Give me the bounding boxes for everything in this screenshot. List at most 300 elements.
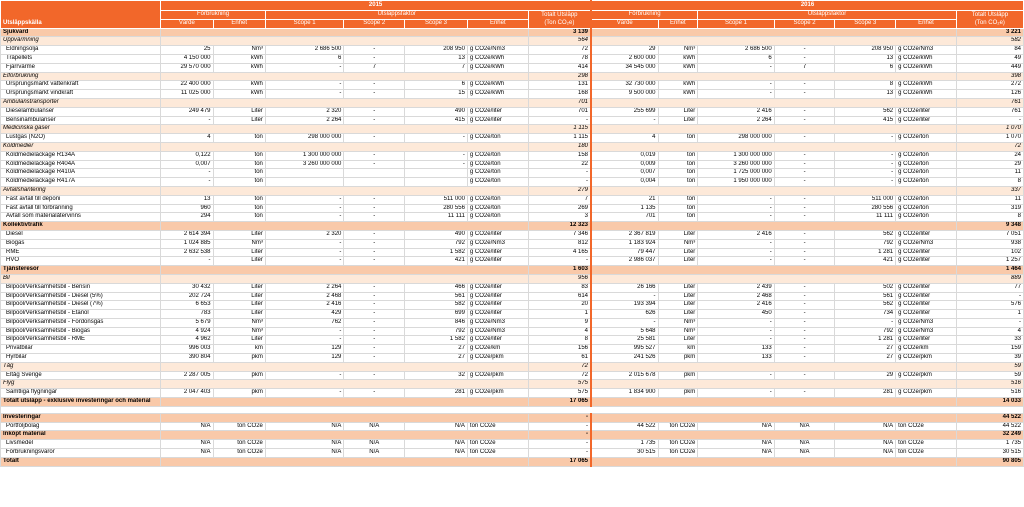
total-2015: 7	[528, 195, 591, 204]
total-row	[1, 457, 1024, 466]
filler-cell	[161, 98, 528, 107]
scope2-2015: -	[344, 230, 405, 239]
scope2-2015: -	[344, 371, 405, 380]
source-name: Bilpool/Verksamhetsbil - RME	[1, 336, 161, 345]
scope1-2016: N/A	[698, 449, 774, 458]
table-row	[1, 63, 1024, 72]
scope1-2015: 298 000 000	[265, 134, 344, 143]
total-2015: 72	[528, 371, 591, 380]
factor-unit-2016: g CO2e/Nm3	[896, 318, 957, 327]
total-2015: 78	[528, 54, 591, 63]
source-name: Träpellets	[1, 54, 161, 63]
value-2016: 26 166	[591, 283, 658, 292]
scope1-2015: 2 468	[265, 292, 344, 301]
scope1-2015	[265, 178, 344, 187]
scope2-2016: -	[774, 134, 835, 143]
factor-enhet-header: Enhet	[467, 19, 528, 28]
unit-2015: ton	[213, 204, 265, 213]
scope3-2016: 13	[835, 54, 896, 63]
filler-cell	[161, 398, 528, 407]
factor-unit-2016: g CO2e/ton	[896, 169, 957, 178]
value-2015: 30 432	[161, 283, 213, 292]
scope3-2015: N/A	[405, 449, 468, 458]
source-name: Uppvärmning	[1, 37, 161, 46]
total-2015: 168	[528, 90, 591, 99]
total-2015: 9	[528, 318, 591, 327]
value-2015: 4 924	[161, 327, 213, 336]
unit-2015: Nm³	[213, 327, 265, 336]
scope1-2016: 2 264	[698, 116, 774, 125]
factor-unit-2015: g CO2e/liter	[467, 257, 528, 266]
source-name: Tjänsteresor	[1, 266, 161, 275]
unit-2016: Liter	[658, 292, 698, 301]
scope3-2016: 562	[835, 230, 896, 239]
unit-2015: ton	[213, 151, 265, 160]
factor-unit-2015: g CO2e/liter	[467, 230, 528, 239]
value-2015: 22 400 000	[161, 81, 213, 90]
scope2-2016: -	[774, 230, 835, 239]
scope2-2016: -	[774, 239, 835, 248]
scope3-2015: 699	[405, 310, 468, 319]
scope3-2015: 582	[405, 301, 468, 310]
scope3-2015: 1 582	[405, 248, 468, 257]
filler-cell	[591, 186, 956, 195]
scope3-2015: 490	[405, 107, 468, 116]
scope2-2016: -	[774, 116, 835, 125]
scope2-2015: -	[344, 310, 405, 319]
filler-cell	[161, 125, 528, 134]
factor-unit-2015: g CO2e/pkm	[467, 371, 528, 380]
total-2016: 14 033	[956, 398, 1023, 407]
scope1-2015: N/A	[265, 422, 344, 431]
scope2-2015: -	[344, 195, 405, 204]
unit-2015: Liter	[213, 283, 265, 292]
factor-unit-2015: g CO2e/pkm	[467, 389, 528, 398]
total-2015: 158	[528, 151, 591, 160]
total-2016: 449	[956, 63, 1023, 72]
unit-2016: kWh	[658, 90, 698, 99]
table-row	[1, 134, 1024, 143]
value-2016: -	[591, 292, 658, 301]
value-2016: 9 500 000	[591, 90, 658, 99]
filler-cell	[161, 72, 528, 81]
factor-unit-2016: g CO2e/kWh	[896, 54, 957, 63]
total-2015: -	[528, 431, 591, 440]
scope3-2016: 13	[835, 90, 896, 99]
unit-2016: Liter	[658, 336, 698, 345]
scope3-2015: 511 000	[405, 195, 468, 204]
factor-unit-2015: g CO2e/liter	[467, 283, 528, 292]
scope2-2016: N/A	[774, 449, 835, 458]
scope1-2015: -	[265, 63, 344, 72]
scope2-2016: -	[774, 195, 835, 204]
scope2-2016: 7	[774, 63, 835, 72]
total-2015: -	[528, 116, 591, 125]
scope2-2016: -	[774, 310, 835, 319]
scope2-2015: -	[344, 283, 405, 292]
scope1-2015: 2 264	[265, 116, 344, 125]
factor-unit-2015: g CO2e/km	[467, 345, 528, 354]
value-2016: 5 648	[591, 327, 658, 336]
scope2-2015: -	[344, 345, 405, 354]
table-row	[1, 248, 1024, 257]
scope2-2015: -	[344, 213, 405, 222]
factor-unit-2016: g CO2e/ton	[896, 160, 957, 169]
value-2015: 4 962	[161, 336, 213, 345]
total-2015: -	[528, 413, 591, 422]
scope3-2015: 1 582	[405, 336, 468, 345]
scope1-2015: -	[265, 81, 344, 90]
total-2016: 761	[956, 107, 1023, 116]
total-2015: 1 115	[528, 134, 591, 143]
factor-unit-2015: g CO2e/Nm3	[467, 46, 528, 55]
scope3-2016: 1 281	[835, 336, 896, 345]
scope2-2015: 7	[344, 63, 405, 72]
total-2016: 1 070	[956, 134, 1023, 143]
source-name: Lustgas (N2O)	[1, 134, 161, 143]
scope2-header: Scope 2	[344, 19, 405, 28]
filler-cell	[161, 142, 528, 151]
value-2015: 0,007	[161, 160, 213, 169]
total-2015: 156	[528, 345, 591, 354]
enhet-header: Enhet	[658, 19, 698, 28]
total-2016: 761	[956, 98, 1023, 107]
filler-cell	[161, 274, 528, 283]
total-2016: 59	[956, 371, 1023, 380]
scope1-2016: -	[698, 336, 774, 345]
unit-2016: ton	[658, 134, 698, 143]
table-row	[1, 301, 1024, 310]
source-name: Bilpool/Verksamhetsbil - Diesel (7%)	[1, 301, 161, 310]
scope1-2016: -	[698, 389, 774, 398]
scope1-2016: 2 416	[698, 301, 774, 310]
table-header	[1, 1, 1024, 29]
scope1-2015: 3 260 000 000	[265, 160, 344, 169]
value-2015: N/A	[161, 449, 213, 458]
scope3-2015: 792	[405, 239, 468, 248]
scope3-2015: 13	[405, 54, 468, 63]
scope3-2015: 415	[405, 116, 468, 125]
total-2016: 11	[956, 195, 1023, 204]
source-name: Totalt utsläpp - exklusive investeringar och material	[1, 398, 161, 407]
total-2015: 17 065	[528, 457, 591, 466]
unit-2016: km	[658, 345, 698, 354]
total-2015: 414	[528, 63, 591, 72]
source-name: Kollektivtrafik	[1, 222, 161, 231]
scope1-2016: -	[698, 81, 774, 90]
total-2016: 159	[956, 345, 1023, 354]
unit-2015: ton	[213, 195, 265, 204]
unit-2015: Liter	[213, 336, 265, 345]
unit-2015: Nm³	[213, 318, 265, 327]
factor-unit-2016: g CO2e/ton	[896, 195, 957, 204]
scope1-2015: 429	[265, 310, 344, 319]
table-row	[1, 327, 1024, 336]
scope3-header: Scope 3	[405, 19, 468, 28]
filler-cell	[161, 413, 528, 422]
scope3-2016: -	[835, 178, 896, 187]
factor-unit-2015: g CO2e/ton	[467, 204, 528, 213]
total-2015: 1 115	[528, 125, 591, 134]
unit-2016: ton CO2e	[658, 449, 698, 458]
unit-2016: Liter	[658, 107, 698, 116]
scope3-2015: 27	[405, 345, 468, 354]
scope2-2016: -	[774, 327, 835, 336]
factor-unit-2016: g CO2e/liter	[896, 283, 957, 292]
scope1-2015: 2 686 500	[265, 46, 344, 55]
total-2015: 298	[528, 72, 591, 81]
unit-2016: pkm	[658, 354, 698, 363]
scope1-2016: -	[698, 204, 774, 213]
source-name: Dieselambulanser	[1, 107, 161, 116]
total-2016: 1	[956, 310, 1023, 319]
source-name: Portföljbolag	[1, 422, 161, 431]
scope3-2015: 15	[405, 90, 468, 99]
total-2016: 889	[956, 274, 1023, 283]
filler-cell	[591, 398, 956, 407]
total-2016: 516	[956, 389, 1023, 398]
factor-unit-2016: g CO2e/kWh	[896, 63, 957, 72]
scope1-2015: 2 320	[265, 230, 344, 239]
varde-header: Värde	[591, 19, 658, 28]
unit-2016: ton	[658, 195, 698, 204]
factor-unit-2015: ton CO2e	[467, 422, 528, 431]
source-name: Livsmedel	[1, 440, 161, 449]
value-2016: 1 735	[591, 440, 658, 449]
filler-cell	[591, 142, 956, 151]
scope2-2016: -	[774, 151, 835, 160]
value-2016: -	[591, 318, 658, 327]
source-name: Elförbrukning	[1, 72, 161, 81]
total-2016: 1 735	[956, 440, 1023, 449]
factor-unit-2016: g CO2e/ton	[896, 151, 957, 160]
factor-unit-2015: ton CO2e	[467, 440, 528, 449]
total-2016: 516	[956, 380, 1023, 389]
factor-unit-2016: g CO2e/liter	[896, 336, 957, 345]
scope1-2016: N/A	[698, 440, 774, 449]
value-2015: 13	[161, 195, 213, 204]
unit-2016: ton	[658, 204, 698, 213]
total-2016: 72	[956, 142, 1023, 151]
scope3-2016: -	[835, 169, 896, 178]
unit-2015: Liter	[213, 107, 265, 116]
unit-2016: Liter	[658, 230, 698, 239]
scope2-2016: -	[774, 54, 835, 63]
total-2015: 956	[528, 274, 591, 283]
scope1-2015: 1 300 000 000	[265, 151, 344, 160]
scope1-2015: -	[265, 248, 344, 257]
unit-2016: pkm	[658, 389, 698, 398]
scope1-2015: -	[265, 204, 344, 213]
scope3-2016: 792	[835, 239, 896, 248]
value-2015: 960	[161, 204, 213, 213]
scope2-2016: -	[774, 169, 835, 178]
source-name: Köldmedier	[1, 142, 161, 151]
unit-2016: Nm³	[658, 46, 698, 55]
scope3-2016: 27	[835, 345, 896, 354]
unit-2015: ton	[213, 213, 265, 222]
scope3-2016: -	[835, 160, 896, 169]
source-name: RME	[1, 248, 161, 257]
scope1-2016: 1 300 000 000	[698, 151, 774, 160]
value-2015: N/A	[161, 422, 213, 431]
factor-unit-2016: g CO2e/liter	[896, 310, 957, 319]
table-row	[1, 195, 1024, 204]
factor-unit-2015: g CO2e/kWh	[467, 90, 528, 99]
factor-unit-2016: g CO2e/Nm3	[896, 46, 957, 55]
table-body	[1, 28, 1024, 466]
value-2016: 44 522	[591, 422, 658, 431]
value-2015: 783	[161, 310, 213, 319]
total-2016: 33	[956, 336, 1023, 345]
total-2016: 1 070	[956, 125, 1023, 134]
filler-cell	[161, 186, 528, 195]
scope3-2015: -	[405, 151, 468, 160]
total-2016: 398	[956, 72, 1023, 81]
scope1-2016: 133	[698, 345, 774, 354]
scope3-2015	[405, 169, 468, 178]
scope2-2016: -	[774, 204, 835, 213]
scope2-2015: -	[344, 160, 405, 169]
unit-2016: ton	[658, 169, 698, 178]
total-2015: 701	[528, 98, 591, 107]
source-name: Fjärrvärme	[1, 63, 161, 72]
utslappsfaktor-header-2016: Utsläppsfaktor	[698, 11, 957, 20]
sub-row	[1, 186, 1024, 195]
total-2015: 3	[528, 213, 591, 222]
value-2015: -	[161, 257, 213, 266]
value-2016: 4	[591, 134, 658, 143]
sub-row	[1, 362, 1024, 371]
source-name: Samtliga flygningar	[1, 389, 161, 398]
source-name: Bil	[1, 274, 161, 283]
factor-unit-2016: g CO2e/km	[896, 345, 957, 354]
scope3-2016: 502	[835, 283, 896, 292]
scope1-2016: 2 416	[698, 107, 774, 116]
scope3-2016: -	[835, 151, 896, 160]
total-2015: -	[528, 440, 591, 449]
source-name: Bilpool/Verksamhetsbil - Diesel (5%)	[1, 292, 161, 301]
scope3-2015: 32	[405, 371, 468, 380]
factor-unit-2015: g CO2e/ton	[467, 160, 528, 169]
total-2016: 582	[956, 37, 1023, 46]
value-2015: -	[161, 169, 213, 178]
scope3-2016: 8	[835, 81, 896, 90]
total-2015: -	[528, 178, 591, 187]
scope3-2015: 281	[405, 389, 468, 398]
source-name: Eldningsolja	[1, 46, 161, 55]
scope3-2015: 421	[405, 257, 468, 266]
unit-2016: ton	[658, 151, 698, 160]
scope2-2016: -	[774, 257, 835, 266]
total-2015: 72	[528, 362, 591, 371]
source-name: Avfallshantering	[1, 186, 161, 195]
scope1-2016: 450	[698, 310, 774, 319]
scope3-2016: 6	[835, 63, 896, 72]
scope3-2016: 280 556	[835, 204, 896, 213]
value-2015: 1 024 885	[161, 239, 213, 248]
scope2-2015: -	[344, 90, 405, 99]
scope2-2015: N/A	[344, 449, 405, 458]
value-2015: 0,122	[161, 151, 213, 160]
total-2015: 4	[528, 327, 591, 336]
table-row	[1, 440, 1024, 449]
unit-2016: ton CO2e	[658, 440, 698, 449]
source-name: Fast avfall till deponi	[1, 195, 161, 204]
table-row	[1, 204, 1024, 213]
total-2016: 3 221	[956, 28, 1023, 37]
total-2016: 4	[956, 327, 1023, 336]
unit-2015: ton CO2e	[213, 422, 265, 431]
total-2016: 319	[956, 204, 1023, 213]
unit-2015: km	[213, 345, 265, 354]
scope1-2015: 2 264	[265, 283, 344, 292]
value-2016: 2 367 819	[591, 230, 658, 239]
table-row	[1, 318, 1024, 327]
scope2-2016: -	[774, 318, 835, 327]
value-2016: 79 447	[591, 248, 658, 257]
filler-cell	[591, 125, 956, 134]
source-name: Bilpool/Verksamhetsbil - Etanol	[1, 310, 161, 319]
scope1-2015: -	[265, 336, 344, 345]
scope3-2016: 281	[835, 389, 896, 398]
total-2016: 8	[956, 213, 1023, 222]
scope2-2016: -	[774, 107, 835, 116]
source-name: Hyrbilar	[1, 354, 161, 363]
factor-unit-2016: g CO2e/liter	[896, 301, 957, 310]
scope3-2015: -	[405, 160, 468, 169]
value-2015: 2 047 403	[161, 389, 213, 398]
year-2016-header: 2016	[591, 1, 1024, 11]
total-2016: 84	[956, 46, 1023, 55]
value-2016: 32 730 000	[591, 81, 658, 90]
scope1-2015: -	[265, 389, 344, 398]
factor-unit-2016: g CO2e/liter	[896, 292, 957, 301]
filler-cell	[591, 274, 956, 283]
unit-2016: Liter	[658, 301, 698, 310]
source-name: Ambulanstransporter	[1, 98, 161, 107]
value-2016: 0,004	[591, 178, 658, 187]
unit-2015: Nm³	[213, 239, 265, 248]
filler-cell	[161, 222, 528, 231]
table-row	[1, 160, 1024, 169]
scope2-2015: -	[344, 204, 405, 213]
scope2-2016: -	[774, 292, 835, 301]
unit-2015: kWh	[213, 90, 265, 99]
total-2016: 126	[956, 90, 1023, 99]
scope2-2016: -	[774, 178, 835, 187]
scope1-2016: 298 000 000	[698, 134, 774, 143]
year-2015-header: 2015	[161, 1, 591, 11]
factor-unit-2016: g CO2e/Nm3	[896, 327, 957, 336]
table-row	[1, 257, 1024, 266]
filler-cell	[161, 457, 528, 466]
total-header-2015: Totalt Utsläpp (Ton CO₂e)	[528, 11, 591, 29]
filler-cell	[591, 37, 956, 46]
total-2015: 7 346	[528, 230, 591, 239]
factor-unit-2016: g CO2e/ton	[896, 213, 957, 222]
unit-2015: ton	[213, 178, 265, 187]
factor-enhet-header: Enhet	[896, 19, 957, 28]
cat-row	[1, 413, 1024, 422]
scope1-2015: -	[265, 371, 344, 380]
scope3-2016: 792	[835, 327, 896, 336]
total-2016: 337	[956, 186, 1023, 195]
source-name: Biogas	[1, 239, 161, 248]
scope3-2016: 415	[835, 116, 896, 125]
scope2-2015: -	[344, 327, 405, 336]
spacer-cell	[1, 406, 1024, 413]
